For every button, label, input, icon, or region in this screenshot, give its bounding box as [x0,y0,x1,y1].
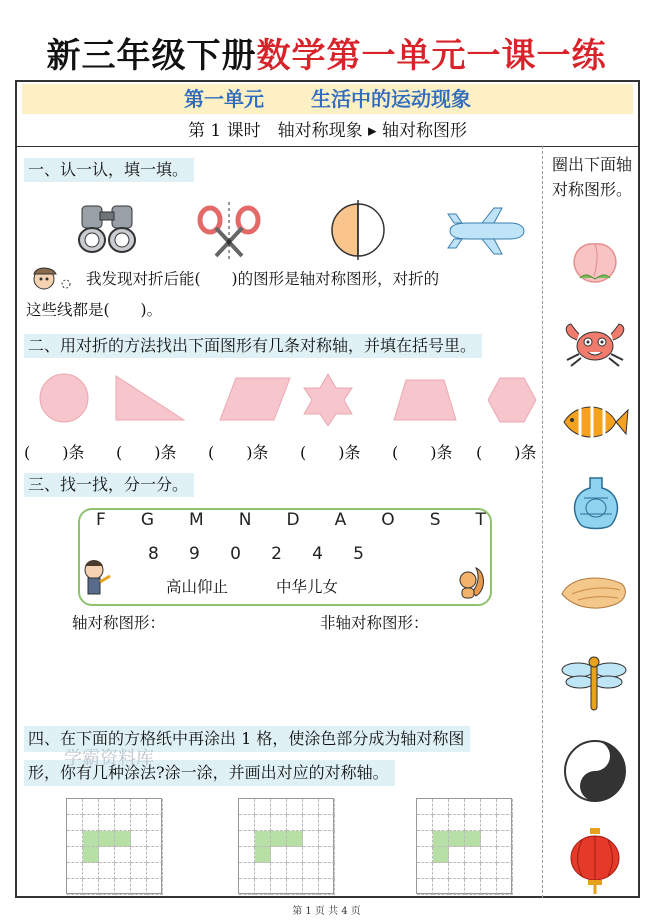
vase-icon [566,474,626,536]
shape-hexagon [488,378,536,422]
unit-label: 第一单元 [184,87,265,111]
blank-1[interactable]: ( )条 [24,443,85,462]
watermark: 学霸资料库 [64,748,154,769]
word-2: 中华儿女 [276,578,339,596]
letter-item: G [140,510,154,530]
letter-item: F [96,510,106,530]
word-1: 高山仰止 [166,578,229,596]
grid-paper-1[interactable] [66,798,162,894]
dragonfly-icon [556,654,632,712]
letters-row [96,510,486,530]
side-instruction: 圈出下面轴对称图形。 [552,155,633,199]
boy-mascot-icon [80,558,114,602]
unit-name: 生活中的运动现象 [310,87,471,111]
blank-6[interactable]: ( )条 [476,443,537,462]
section1-line1: 我发现对折后能( )的图形是轴对称图形，对折的 [86,270,440,288]
number-item: 5 [353,544,364,564]
symmetric-label: 轴对称图形： [72,614,166,632]
taiji-icon [562,738,628,804]
half-circle-icon [328,200,388,260]
section1-title: 一、认一认，填一填。 [24,158,194,182]
section4-title-line1: 四、在下面的方格纸中再涂出 1 格，使涂色部分成为轴对称图 [24,726,470,752]
letter-item: S [429,510,441,530]
shell-icon [556,568,632,618]
letter-item: N [238,510,252,530]
lesson-title: 第 1 课时 轴对称现象 ▸ 轴对称图形 [17,116,638,147]
section1-line2: 这些线都是( )。 [26,301,163,319]
letter-item: D [286,510,300,530]
blank-2[interactable]: ( )条 [116,443,177,462]
crab-icon [557,314,633,370]
number-item: 2 [271,544,282,564]
squirrel-mascot-icon [456,562,488,602]
section3-title: 三、找一找，分一分。 [24,473,194,497]
shape-parallelogram [220,378,290,420]
grid-paper-2[interactable] [238,798,334,894]
child-mascot-icon [26,264,76,294]
airplane-icon [444,204,528,258]
letter-item: A [334,510,347,530]
number-item: 0 [230,544,241,564]
scissors-icon [196,200,262,260]
letter-item: M [189,510,204,530]
shape-right-triangle [116,376,184,420]
shape-circle [40,374,88,422]
section2-shapes [24,372,544,426]
number-item: 9 [189,544,200,564]
binoculars-icon [72,200,142,260]
side-divider [542,146,544,898]
fish-icon [556,394,632,450]
nonsymmetric-label: 非轴对称图形： [320,614,429,632]
letter-item: O [381,510,395,530]
number-item: 8 [148,544,159,564]
lantern-icon [562,826,628,896]
grid-paper-3[interactable] [416,798,512,894]
blank-5[interactable]: ( )条 [392,443,453,462]
blank-4[interactable]: ( )条 [300,443,361,462]
page-footer: 第 1 页 共 4 页 [292,906,361,917]
number-item: 4 [312,544,323,564]
peach-icon [560,232,630,288]
unit-bar [22,84,633,114]
title-part2: 数学第一单元一课一练 [256,36,607,76]
shape-trapezoid [394,380,456,420]
section4-title-line2: 形，你有几种涂法?涂一涂，并画出对应的对称轴。 [24,760,395,786]
shape-hexagram [304,374,352,426]
numbers-row [148,544,364,564]
page-title [0,28,653,77]
letter-item: T [475,510,486,530]
blank-3[interactable]: ( )条 [208,443,269,462]
section2-title: 二、用对折的方法找出下面图形有几条对称轴，并填在括号里。 [24,334,482,358]
title-part1: 新三年级下册 [46,36,257,76]
